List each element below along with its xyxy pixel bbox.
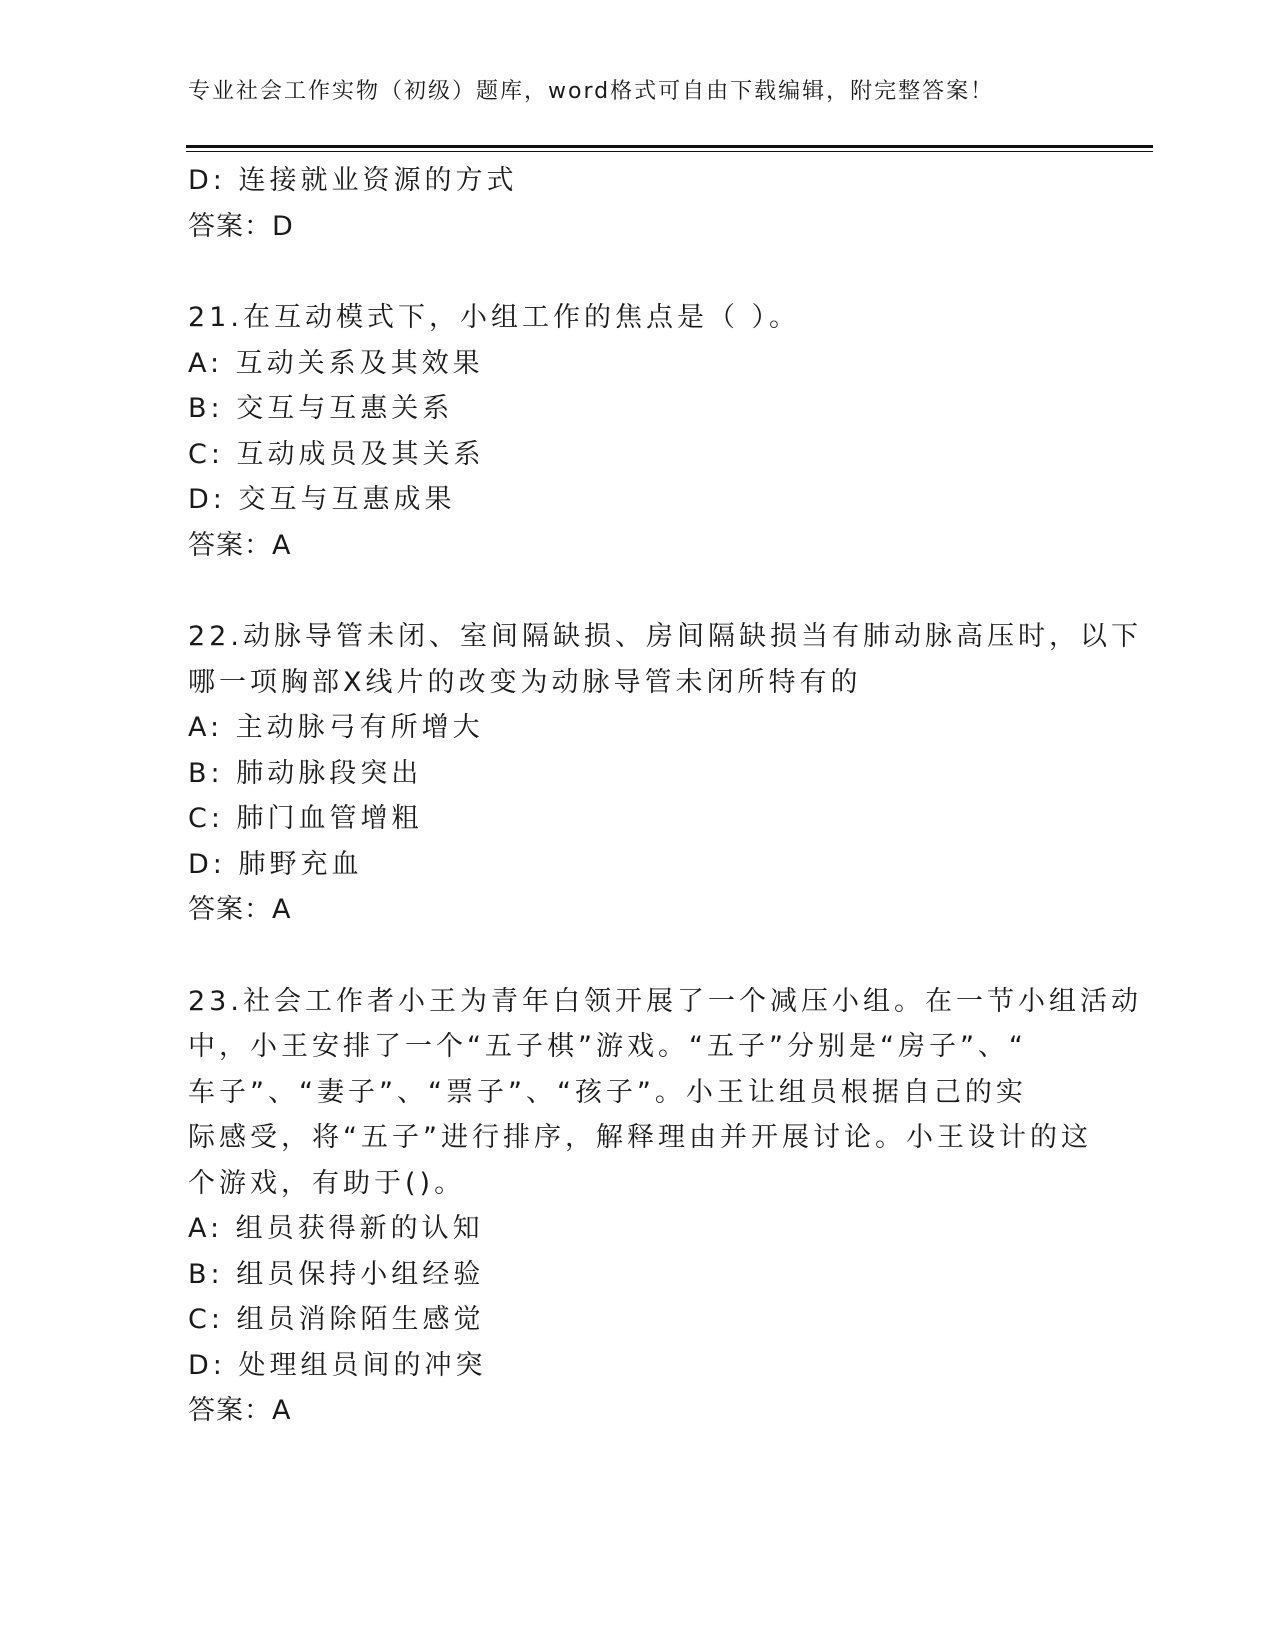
answer-line: 答案：D (188, 210, 294, 242)
question-stem-line: 23.社会工作者小王为青年白领开展了一个减压小组。在一节小组活动 (188, 985, 1142, 1017)
question-21 (188, 295, 1088, 568)
question-stem-line: 车子”、“妻子”、“票子”、“孩子”。小王让组员根据自己的实 (188, 1076, 1027, 1108)
question-22 (188, 614, 1142, 933)
option-a: A: 主动脉弓有所增大 (188, 712, 484, 743)
page-header: 专业社会工作实物（初级）题库，word格式可自由下载编辑，附完整答案！ (188, 79, 995, 104)
option-c: C: 互动成员及其关系 (188, 438, 485, 470)
question-stem-line: 21.在互动模式下，小组工作的焦点是（ ）。 (188, 302, 801, 333)
option-a: A: 组员获得新的认知 (188, 1213, 484, 1244)
previous-question-tail (188, 158, 1088, 249)
header-rule-thin (186, 151, 1153, 152)
option-b: B: 肺动脉段突出 (188, 757, 423, 789)
header-rule-thick (186, 145, 1153, 148)
option-c: C: 肺门血管增粗 (188, 803, 423, 834)
option-b: B: 交互与互惠关系 (188, 393, 454, 424)
option-c: C: 组员消除陌生感觉 (188, 1304, 485, 1335)
option-d: D: 肺野充血 (188, 848, 363, 880)
spacer (188, 933, 1088, 979)
question-stem-line: 哪一项胸部X线片的改变为动脉导管未闭所特有的 (188, 666, 862, 698)
document-body (188, 158, 1142, 1434)
option-d: D: 处理组员间的冲突 (188, 1349, 487, 1381)
option-b: B: 组员保持小组经验 (188, 1258, 485, 1290)
option-d: D: 交互与互惠成果 (188, 484, 456, 515)
answer-line: 答案：A (188, 529, 292, 561)
question-stem-line: 个游戏，有助于()。 (188, 1167, 466, 1199)
spacer (188, 249, 1088, 295)
answer-line: 答案：A (188, 1395, 292, 1426)
question-stem-line: 22.动脉导管未闭、室间隔缺损、房间隔缺损当有肺动脉高压时，以下 (188, 621, 1142, 652)
option-d: D: 连接就业资源的方式 (188, 165, 518, 196)
question-stem-line: 际感受，将“五子”进行排序，解释理由并开展讨论。小王设计的这 (188, 1122, 1092, 1153)
question-23 (188, 979, 1142, 1434)
option-a: A: 互动关系及其效果 (188, 347, 484, 379)
spacer (188, 568, 1088, 614)
question-stem-line: 中，小王安排了一个“五子棋”游戏。“五子”分别是“房子”、“ (188, 1031, 1027, 1062)
answer-line: 答案：A (188, 894, 292, 925)
